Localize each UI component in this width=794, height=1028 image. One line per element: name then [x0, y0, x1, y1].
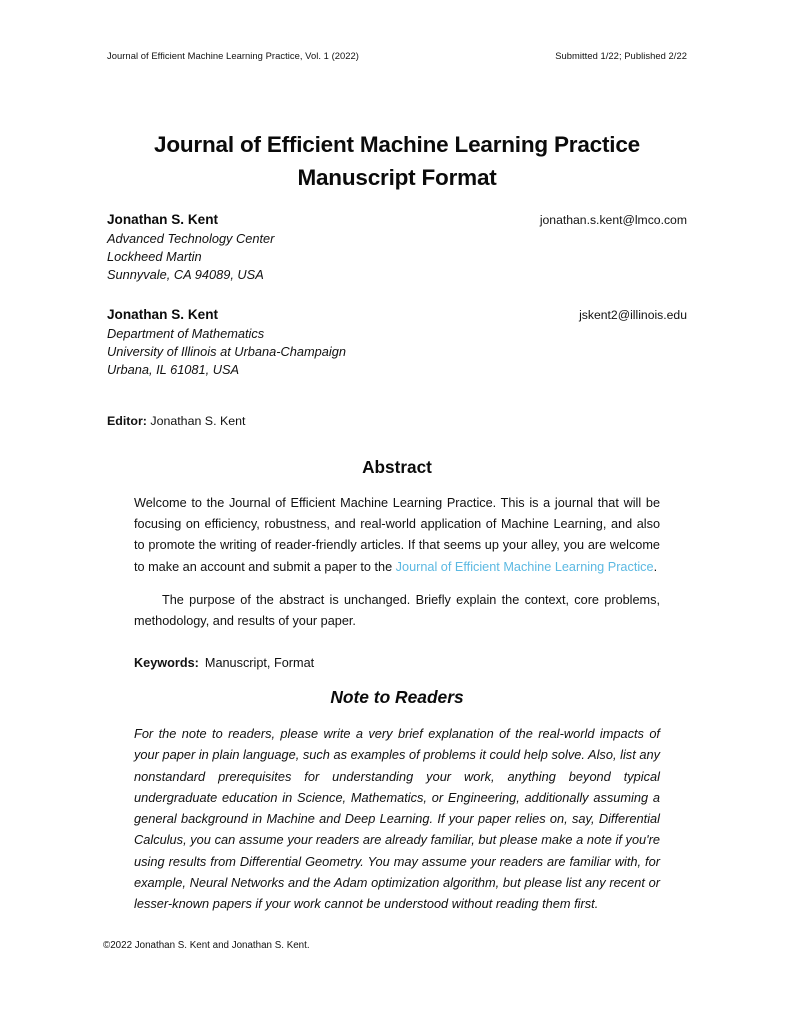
abstract-text-after-link: .	[653, 559, 658, 574]
author-block	[107, 305, 687, 380]
author-header-row	[107, 210, 687, 230]
author-block	[107, 210, 687, 285]
note-to-readers-heading: Note to Readers	[330, 687, 464, 707]
running-head-journal: Journal of Efficient Machine Learning Practice, Vol. 1 (2022)	[107, 50, 359, 61]
note-to-readers-body	[134, 723, 660, 915]
abstract-body	[134, 493, 660, 632]
author-list	[107, 210, 687, 379]
abstract-text-before-link: Welcome to the Journal of Efficient Machine Learning Practice. This is a journal that will be focusing on efficiency, robustness, and real-world application of Machine Learning, and also to promote the writing of reader-friendly articles. If that seems up your alley, you are welcome to make an account and submit a paper to the	[134, 496, 660, 574]
author-header-row	[107, 305, 687, 325]
editor-label: Editor:	[107, 414, 147, 428]
author-email[interactable]: jskent2@illinois.edu	[579, 307, 687, 322]
keywords-label: Keywords:	[134, 656, 199, 670]
author-affiliation-line: University of Illinois at Urbana-Champaign	[107, 343, 346, 359]
author-affiliation-line: Lockheed Martin	[107, 249, 202, 265]
running-head	[107, 50, 687, 61]
title-line-1: Journal of Efficient Machine Learning Practice	[154, 132, 640, 157]
author-email[interactable]: jonathan.s.kent@lmco.com	[539, 213, 687, 227]
author-affiliation-line: Sunnyvale, CA 94089, USA	[107, 267, 264, 283]
keywords-line	[134, 653, 314, 673]
page-title	[107, 128, 687, 194]
running-head-dates: Submitted 1/22; Published 2/22	[555, 50, 687, 61]
author-affiliation-line: Advanced Technology Center	[107, 231, 275, 246]
author-affiliation-line: Urbana, IL 61081, USA	[107, 362, 240, 378]
author-affiliation-line: Department of Mathematics	[107, 325, 265, 341]
abstract-paragraph-1	[134, 493, 660, 578]
author-name: Jonathan S. Kent	[107, 212, 219, 227]
editor-line	[107, 412, 245, 430]
abstract-heading: Abstract	[362, 457, 432, 477]
keywords-value: Manuscript, Format	[204, 656, 315, 670]
editor-name: Jonathan S. Kent	[150, 414, 246, 428]
author-name: Jonathan S. Kent	[107, 306, 219, 322]
journal-link[interactable]: Journal of Efficient Machine Learning Practice	[395, 559, 654, 574]
footer-copyright: ©2022 Jonathan S. Kent and Jonathan S. Kent.	[103, 940, 310, 951]
abstract-paragraph-2: The purpose of the abstract is unchanged. Briefly explain the context, core problems, methodology, and results of your paper.	[134, 592, 660, 629]
note-paragraph: For the note to readers, please write a very brief explanation of the real-world impacts of your paper in plain language, such as examples of problems it could help solve. Also, list any nonstandard prerequisites for understanding your work, anything beyond typical undergraduate education in Science, Mathematics, or Engineering, additionally assuming a general background in Machine and Deep Learning. If your paper relies on, say, Differential Calculus, you can assume your readers are already familiar, but please make a note if you're using results from Differential Geometry. You may assume your readers are familiar with, for example, Neural Networks and the Adam optimization algorithm, but please list any recent or lesser-known papers if your work cannot be understood without reading them first.	[134, 726, 660, 912]
title-line-2: Manuscript Format	[297, 165, 497, 190]
